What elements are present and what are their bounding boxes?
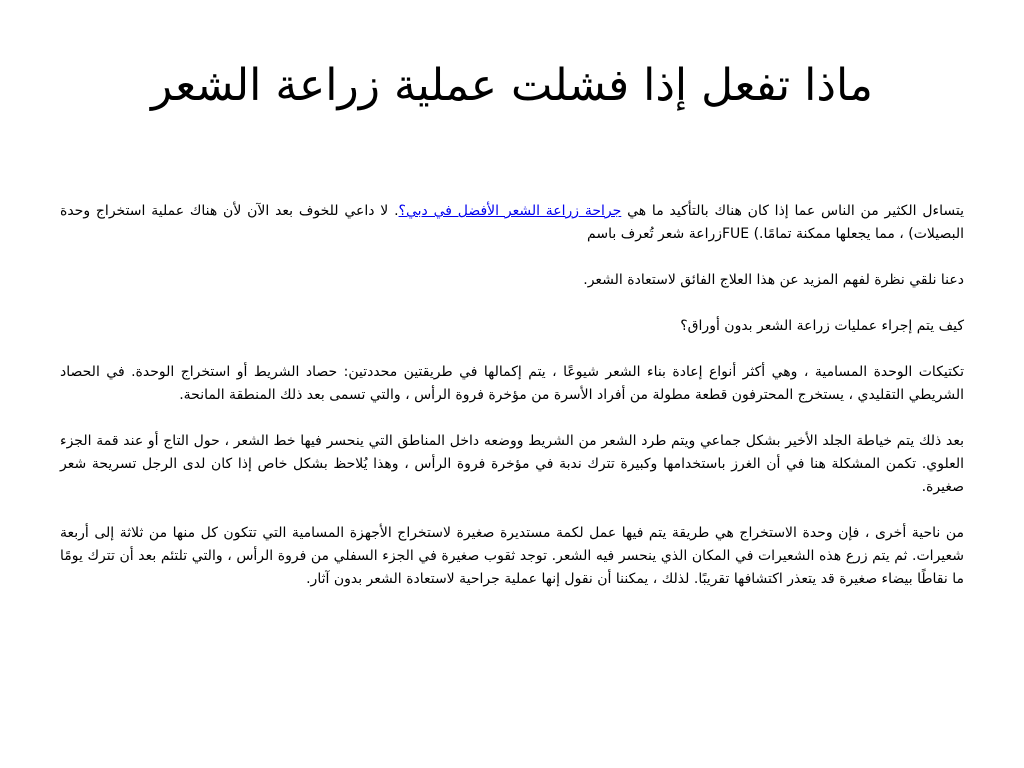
paragraph-3: كيف يتم إجراء عمليات زراعة الشعر بدون أوراق؟	[680, 318, 964, 334]
paragraph-2: دعنا نلقي نظرة لفهم المزيد عن هذا العلاج الفائق لاستعادة الشعر.	[583, 272, 964, 288]
paragraph-intro	[60, 200, 964, 246]
paragraph-4: تكتيكات الوحدة المسامية ، وهي أكثر أنواع إعادة بناء الشعر شيوعًا ، يتم إكمالها في طريقتين محددتين: حصاد الشريط أو استخراج الوحدة. في الحصاد الشريطي التقليدي ، يستخرج المحترفون قطعة مطولة من أفراد الأسرة من مؤخرة فروة الرأس ، والتي تسمى بعد ذلك المنطقة المانحة.	[60, 364, 964, 403]
paragraph-6: من ناحية أخرى ، فإن وحدة الاستخراج هي طريقة يتم فيها عمل لكمة مستديرة صغيرة لاستخراج الأجهزة المسامية التي تتكون كل منها من ثلاثة إلى أربعة شعيرات. ثم يتم زرع هذه الشعيرات في المكان الذي ينحسر فيه الشعر. توجد ثقوب صغيرة في الجزء السفلي من فروة الرأس ، والتي تلتئم بعد أن تترك يومًا ما نقاطًا بيضاء صغيرة قد يتعذر اكتشافها تقريبًا. لذلك ، يمكننا أن نقول إنها عملية جراحية لاستعادة الشعر بدون آثار.	[60, 525, 964, 587]
paragraph-5: بعد ذلك يتم خياطة الجلد الأخير بشكل جماعي ويتم طرد الشعر من الشريط ووضعه داخل المناطق التي ينحسر فيها خط الشعر ، حول التاج أو عند قمة الجزء العلوي. تكمن المشكلة هنا في أن الغرز باستخدامها وكبيرة تترك ندبة في مؤخرة فروة الرأس ، وهذا يُلاحظ بشكل خاص إذا كان لدى الرجل تسريحة شعر صغيرة.	[60, 433, 964, 495]
slide-body	[60, 200, 964, 614]
intro-text-before: يتساءل الكثير من الناس عما إذا كان هناك بالتأكيد ما هي	[621, 203, 964, 219]
slide-title: ماذا تفعل إذا فشلت عملية زراعة الشعر	[151, 60, 873, 111]
intro-text-after: . لا داعي للخوف بعد الآن لأن هناك عملية استخراج وحدة البصيلات) ، مما يجعلها ممكنة تمامًا.) FUEزراعة شعر تُعرف باسم	[60, 203, 964, 242]
hair-transplant-dubai-link[interactable]: جراحة زراعة الشعر الأفضل في دبي؟	[398, 203, 622, 219]
